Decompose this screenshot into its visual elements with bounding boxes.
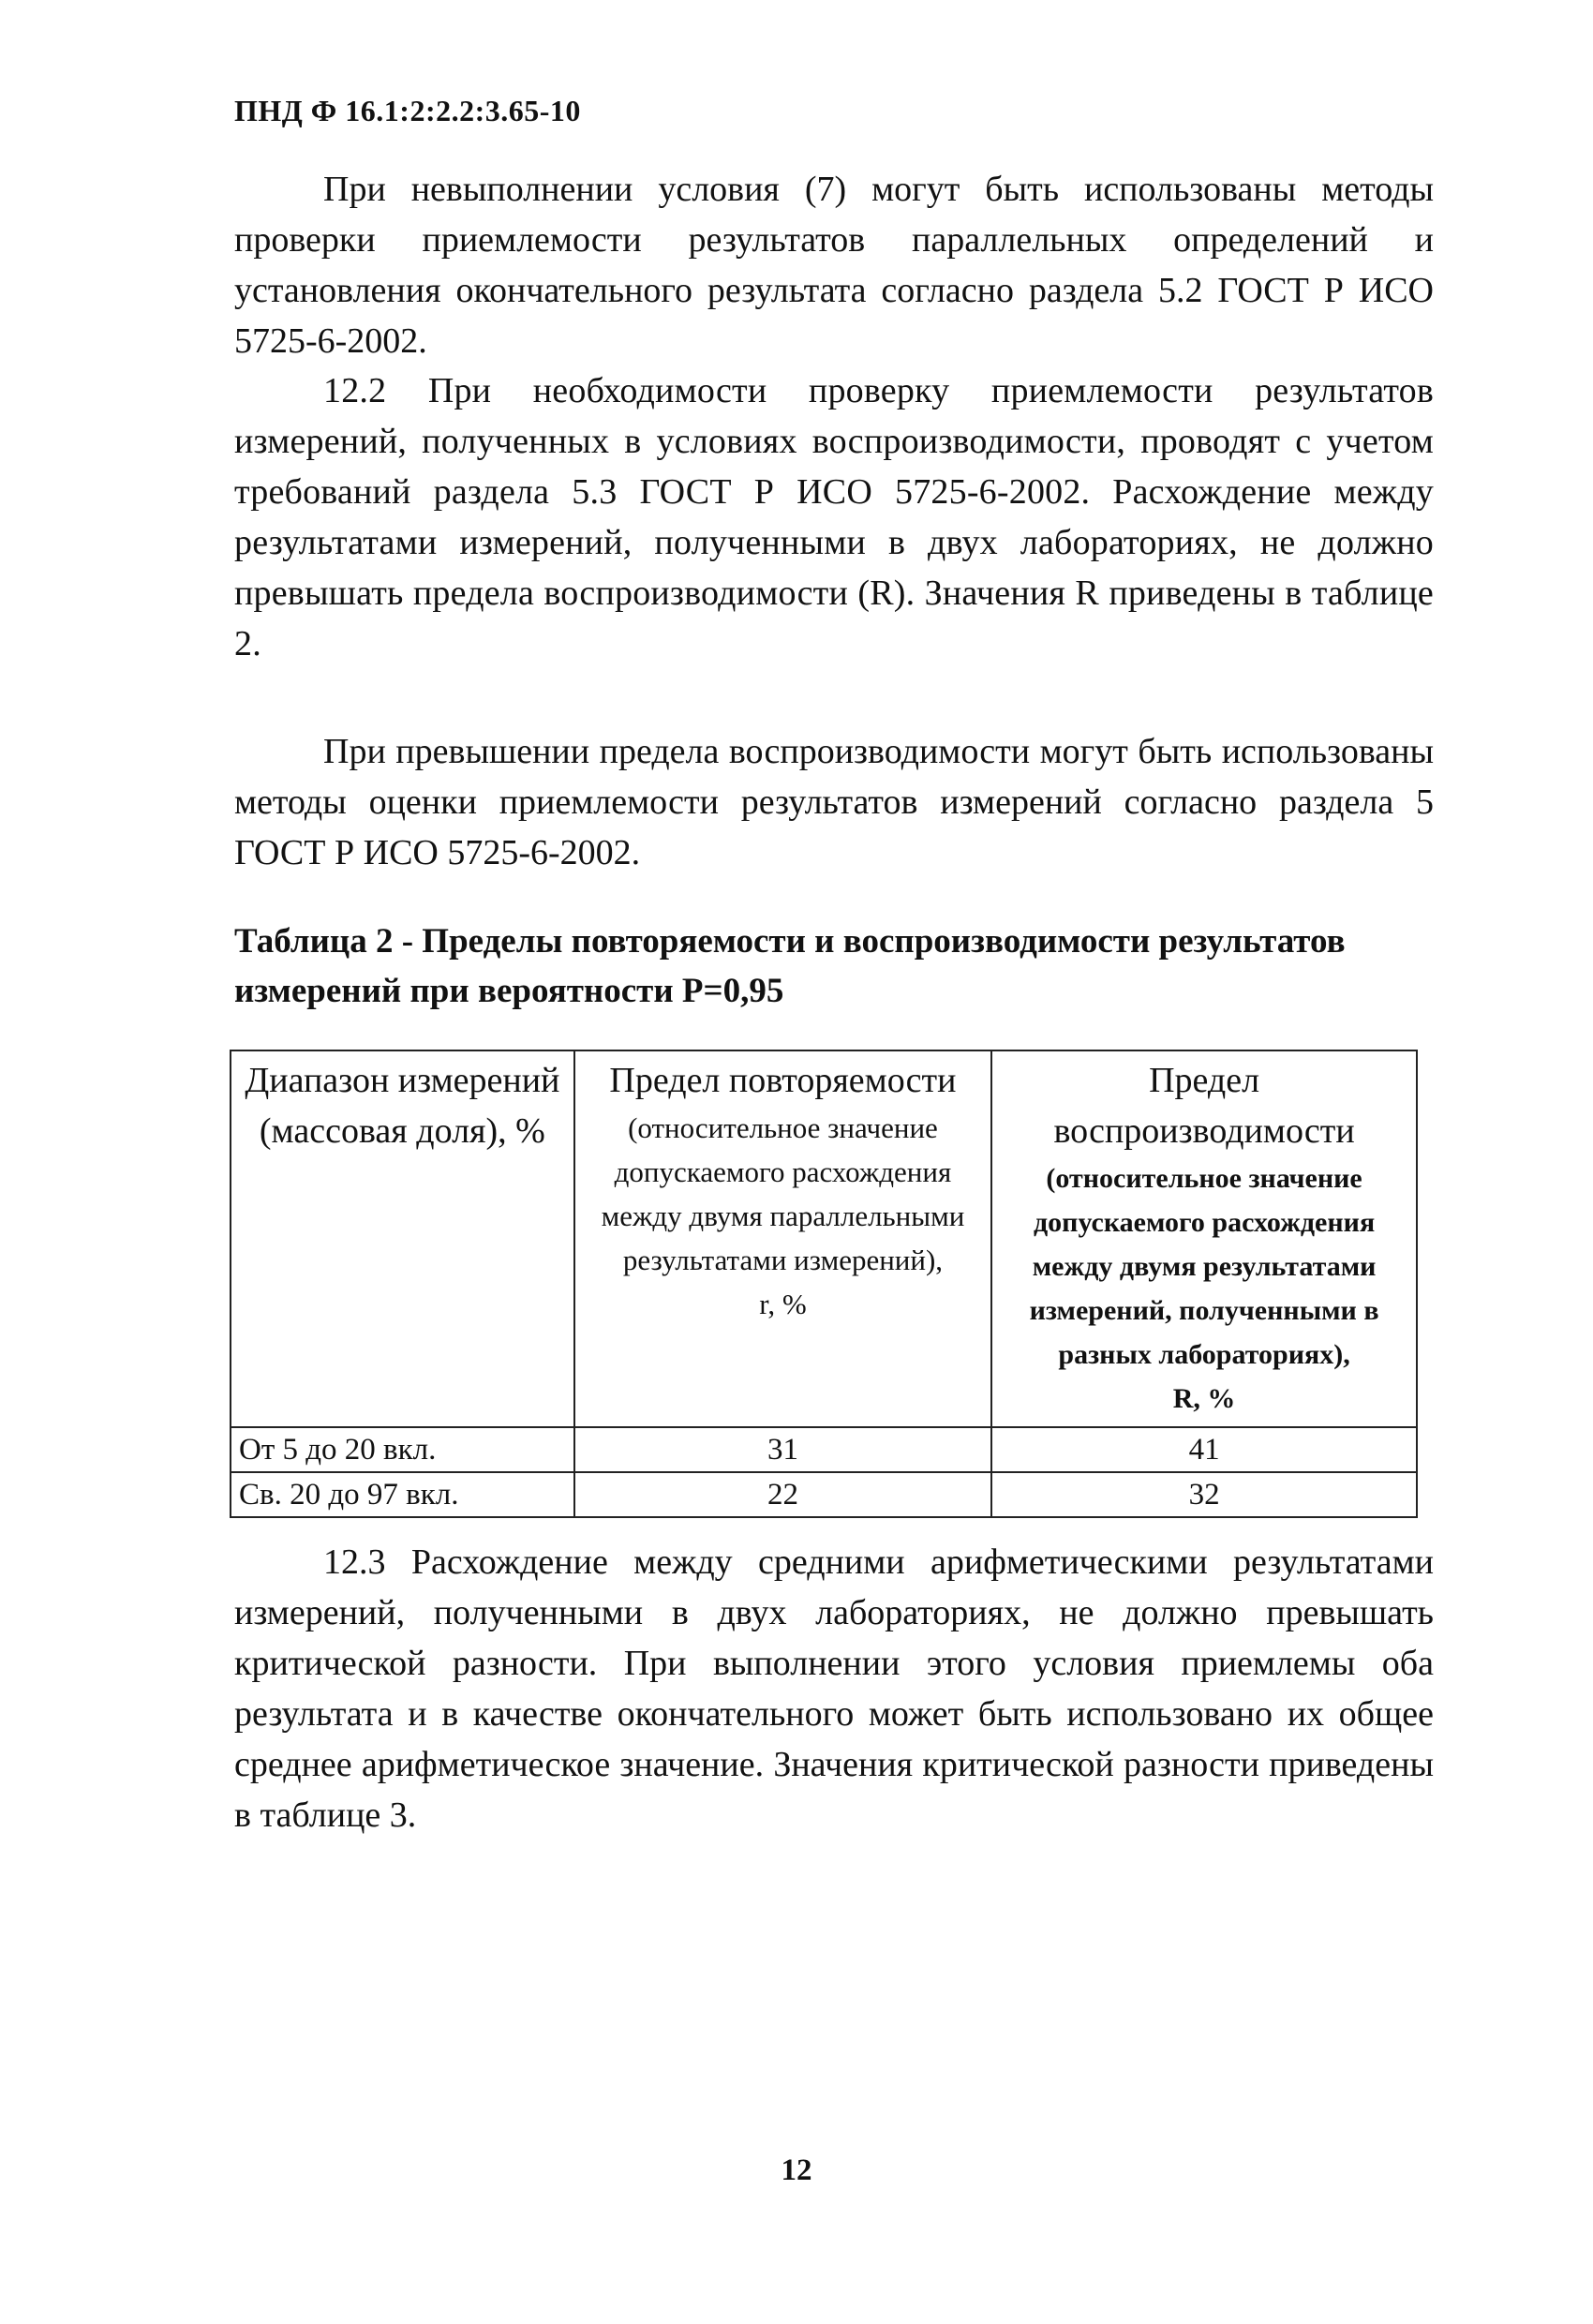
limits-table <box>230 1050 1418 1518</box>
row-1-R: 41 <box>991 1427 1417 1472</box>
header-repeatability-detail: (относительное значение допускаемого расхождения между двумя параллельными результатами измерений), <box>601 1111 965 1276</box>
header-reproducibility-detail: (относительное значение допускаемого расхождения между двумя результатами измерений, полученными в разных лабораториях), <box>1029 1163 1379 1370</box>
header-repeatability-symbol: r, % <box>759 1288 807 1320</box>
header-reproducibility <box>991 1050 1417 1427</box>
paragraph-1: При невыполнении условия (7) могут быть использованы методы проверки приемлемости результатов параллельных определений и установления окончательного результата согласно раздела 5.2 ГОСТ Р ИСО 5725-6-2002. <box>234 170 1434 361</box>
paragraph-12-3: 12.3 Расхождение между средними арифметическими результатами измерений, полученными в двух лабораториях, не должно превышать критической разности. При выполнении этого условия приемлемы оба результата и в качестве окончательного может быть использовано их общее среднее арифметическое значение. Значения критической разности приведены в таблице 3. <box>234 1542 1434 1835</box>
row-2-r: 22 <box>574 1472 991 1517</box>
document-code: ПНД Ф 16.1:2:2.2:3.65-10 <box>234 94 581 127</box>
row-1-r: 31 <box>574 1427 991 1472</box>
header-repeatability-title: Предел повторяемости <box>609 1061 957 1100</box>
table-row <box>231 1427 1417 1472</box>
paragraph-3: При превышении предела воспроизводимости могут быть использованы методы оценки приемлемости результатов измерений согласно раздела 5 ГОСТ Р ИСО 5725-6-2002. <box>234 732 1434 872</box>
row-2-R: 32 <box>991 1472 1417 1517</box>
header-reproducibility-title: Предел воспроизводимости <box>1053 1061 1355 1151</box>
page-number: 12 <box>781 2153 812 2187</box>
header-range-text: Диапазон измерений (массовая доля), % <box>245 1061 560 1151</box>
header-reproducibility-symbol: R, % <box>1172 1383 1236 1414</box>
paragraph-12-2: 12.2 При необходимости проверку приемлемости результатов измерений, полученных в условиях воспроизводимости, проводят с учетом требований раздела 5.3 ГОСТ Р ИСО 5725-6-2002. Расхождение между результатами измерений, полученными в двух лабораториях, не должно превышать предела воспроизводимости (R). Значения R приведены в таблице 2. <box>234 371 1434 663</box>
header-repeatability <box>574 1050 991 1427</box>
table-header-row <box>231 1050 1417 1427</box>
header-range <box>231 1050 574 1427</box>
row-2-range: Св. 20 до 97 вкл. <box>231 1472 574 1517</box>
row-1-range: От 5 до 20 вкл. <box>231 1427 574 1472</box>
table-row <box>231 1472 1417 1517</box>
table-caption: Таблица 2 - Пределы повторяемости и воспроизводимости результатов измерений при вероятности Р=0,95 <box>234 922 1346 1010</box>
